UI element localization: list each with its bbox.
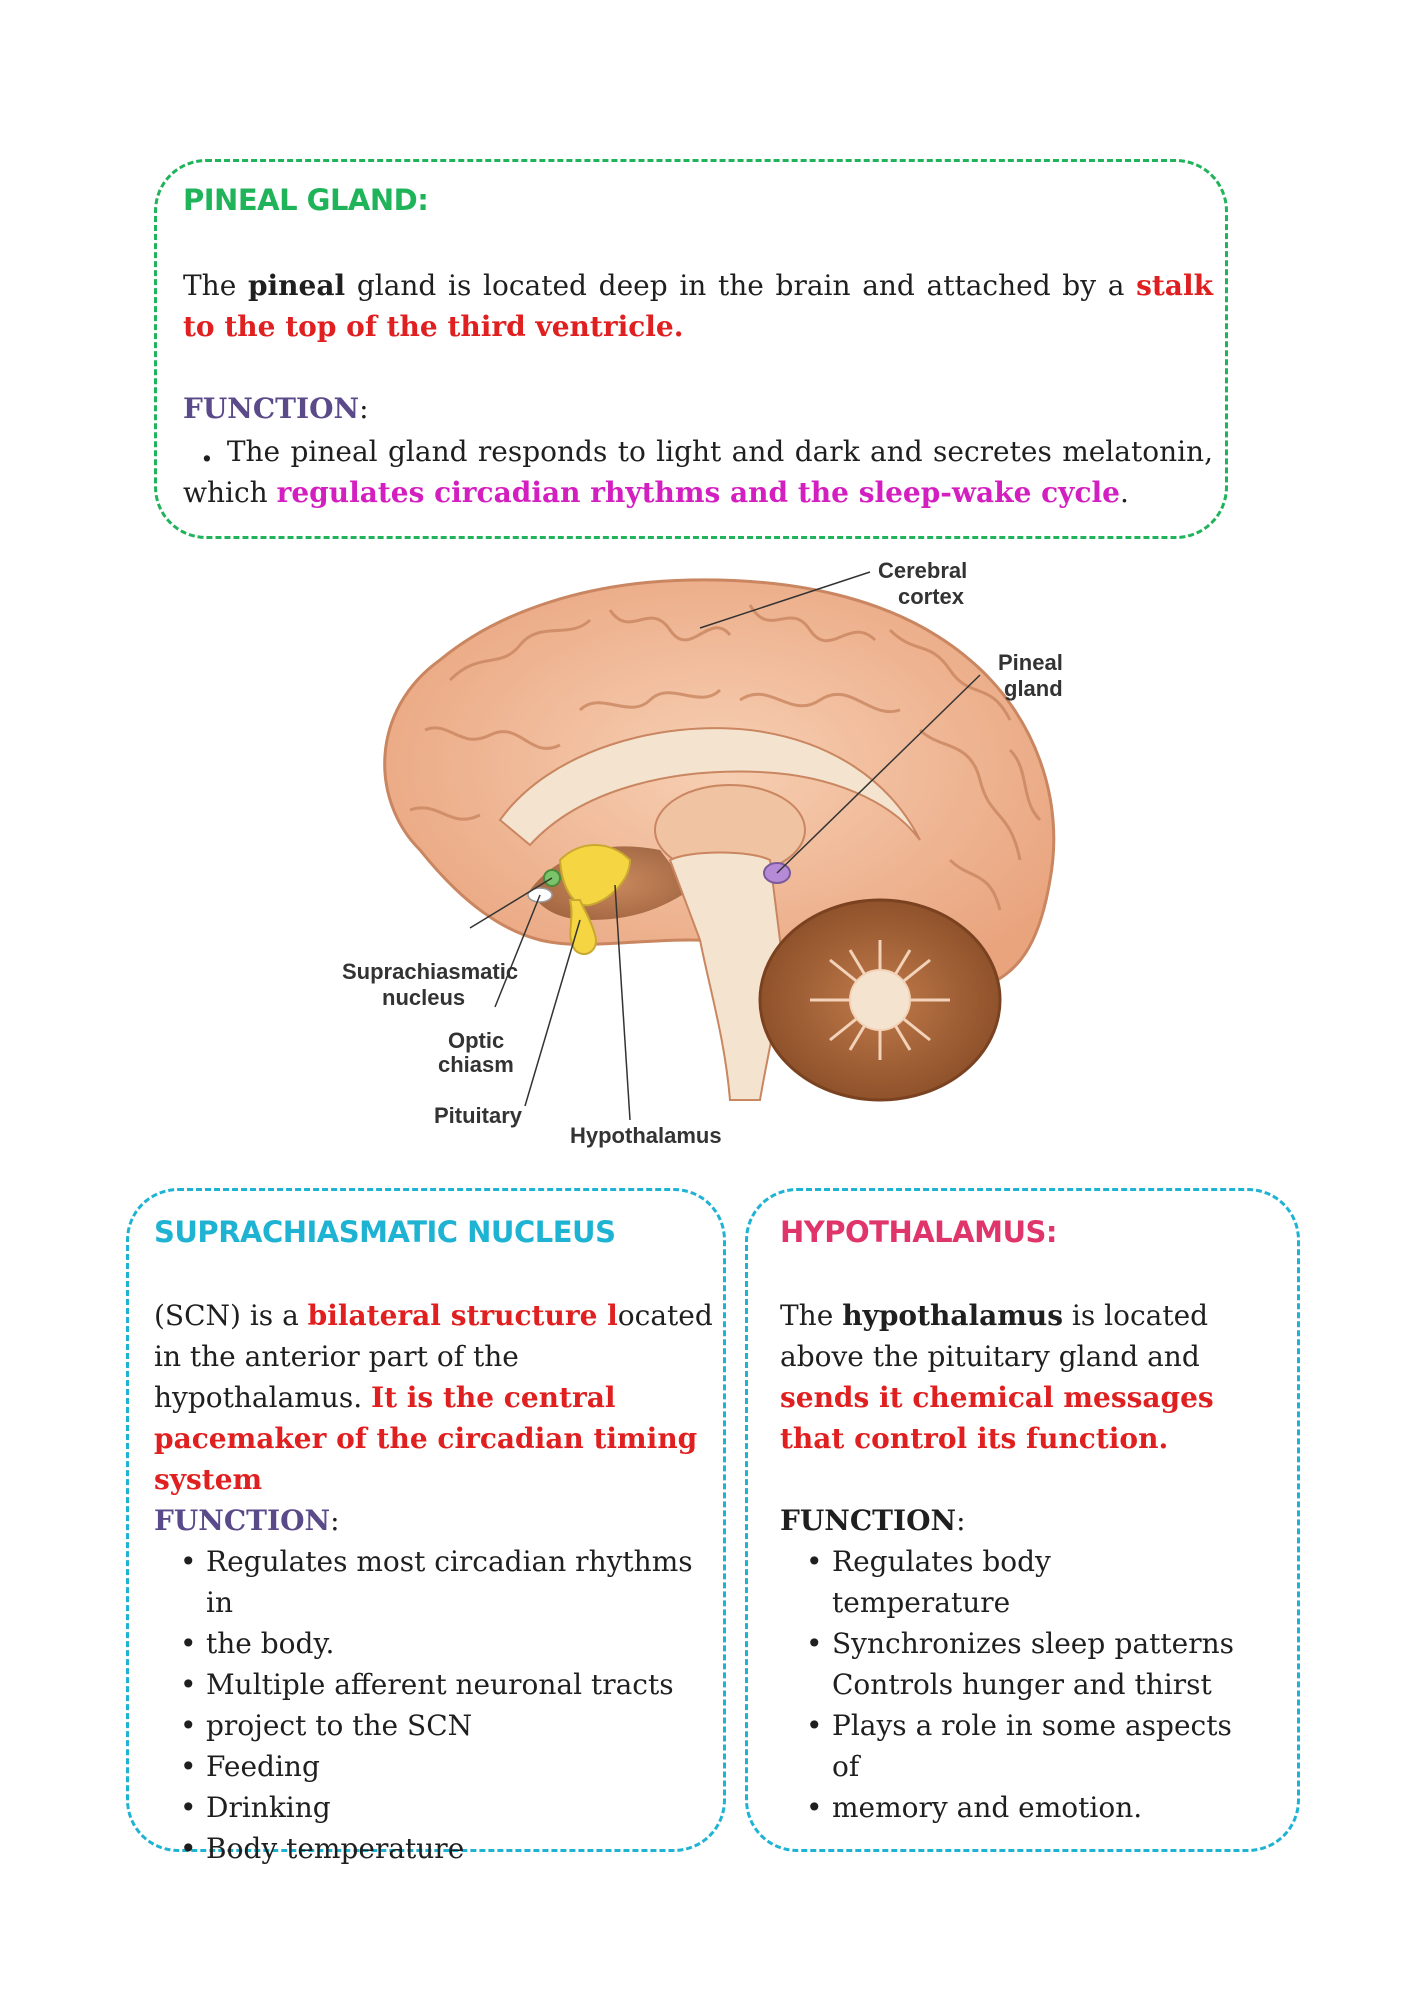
list-item: • the body.: [180, 1627, 335, 1660]
label-cerebral-cortex: Cerebral: [878, 560, 968, 583]
pineal-function-text: . The pineal gland responds to light and dark and secretes melatonin, which regulates circadian rhythms and the sleep-wake cycle.: [183, 430, 1213, 509]
hypothalamus-function-label: FUNCTION:: [780, 1504, 966, 1537]
scn-function-list: [180, 1541, 710, 1869]
list-item: • Multiple afferent neuronal tracts: [180, 1668, 674, 1701]
scn-title: SUPRACHIASMATIC NUCLEUS: [154, 1215, 616, 1249]
label-pineal-2: gland: [1004, 676, 1063, 701]
pineal-function-label: FUNCTION:: [183, 392, 369, 425]
list-item: • Regulates body temperature: [806, 1545, 1051, 1619]
label-scn-2: nucleus: [382, 985, 466, 1010]
scn-function-label: FUNCTION:: [154, 1504, 340, 1537]
list-item: • Plays a role in some aspects of: [806, 1709, 1232, 1783]
label-pituitary: Pituitary: [434, 1103, 523, 1128]
label-optic-2: chiasm: [438, 1052, 514, 1077]
list-item: • project to the SCN: [180, 1709, 473, 1742]
hypothalamus-function-list: [806, 1541, 1234, 1828]
label-hypothalamus: Hypothalamus: [570, 1123, 722, 1148]
list-item: • Synchronizes sleep patterns Controls hunger and thirst: [806, 1627, 1234, 1701]
label-pineal: Pineal: [998, 650, 1063, 675]
label-optic: Optic: [448, 1028, 505, 1053]
list-item: • Feeding: [180, 1750, 320, 1783]
hypothalamus-description: The hypothalamus is located above the pituitary gland and sends it chemical messages that control its function.: [780, 1299, 1214, 1455]
list-item: • Body temperature: [180, 1832, 465, 1865]
list-item: • memory and emotion.: [806, 1791, 1143, 1824]
pineal-gland-title: PINEAL GLAND:: [183, 183, 429, 217]
hypothalamus-title: HYPOTHALAMUS:: [780, 1215, 1057, 1249]
label-scn: Suprachiasmatic: [342, 959, 519, 984]
label-cerebral-cortex-2: cortex: [898, 584, 965, 609]
list-item: • Regulates most circadian rhythms in: [180, 1545, 693, 1619]
list-item: • Drinking: [180, 1791, 331, 1824]
scn-description: (SCN) is a bilateral structure located in the anterior part of the hypothalamus. It is the central pacemaker of the circadian timing system: [154, 1299, 713, 1496]
brain-diagram: [330, 560, 1090, 1170]
bullet-icon: .: [201, 430, 213, 470]
pineal-gland-description: The pineal gland is located deep in the brain and attached by a stalk to the top of the third ventricle.: [183, 269, 1213, 343]
